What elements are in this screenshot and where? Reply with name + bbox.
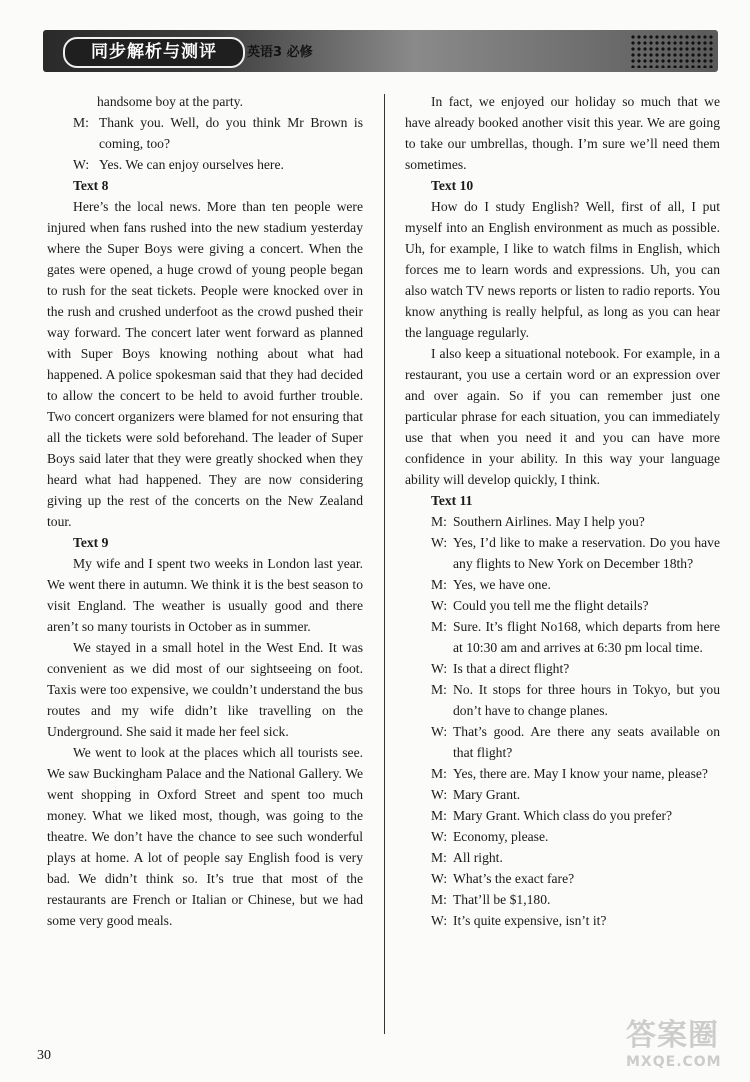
dialogue-text: Yes, I’d like to make a reservation. Do you have any flights to New York on December 18th? [453,535,720,571]
dialogue-line [405,910,720,931]
dialogue-text: All right. [453,850,503,865]
speaker-label: W: [431,829,448,844]
text-10-paragraph-2: I also keep a situational notebook. For example, in a restaurant, you use a certain word or an expression over and over again. So if you can remember just one particular phrase for each situation, you can immediately use that when you need it and you can have more confidence in your ability. In this way your language ability will develop quickly, I think. [405,346,720,487]
text-10-heading: Text 10 [431,178,474,193]
dialogue-line [405,679,720,721]
dialogue-text: Could you tell me the flight details? [453,598,649,613]
dialogue-line [405,532,720,574]
text-9-paragraph-4: In fact, we enjoyed our holiday so much that we have already booked another visit this year. We are going to take our umbrellas, though. I’m sure we’ll need them sometimes. [405,94,720,172]
dialogue-line [405,784,720,805]
speaker-label: W: [431,913,448,928]
dialogue-line [405,721,720,763]
dialogue-line [405,826,720,847]
speaker-label: W: [431,661,448,676]
speaker-label: W: [431,535,448,550]
left-column [47,91,363,931]
site-watermark [626,1010,736,1076]
dialogue-line [405,763,720,784]
text-9-heading: Text 9 [73,535,109,550]
speaker-label: W: [431,871,448,886]
dialogue-text: It’s quite expensive, isn’t it? [453,913,607,928]
dialogue-text: That’s good. Are there any seats available on that flight? [453,724,720,760]
dialogue-line [405,889,720,910]
text-9-paragraph-1: My wife and I spent two weeks in London last year. We went there in autumn. We think it is the best season to visit England. The weather is usually good and there aren’t so many tourists in October as in summer. [47,556,363,634]
continued-line: handsome boy at the party. [97,94,243,109]
dialogue-text: Mary Grant. [453,787,521,802]
dialogue-line [405,595,720,616]
dialogue-text: No. It stops for three hours in Tokyo, but you don’t have to change planes. [453,682,720,718]
speaker-label: W: [431,724,448,739]
dialogue-text: Southern Airlines. May I help you? [453,514,645,529]
column-divider [384,94,385,1034]
dialogue-text: What’s the exact fare? [453,871,575,886]
text-11-heading: Text 11 [431,493,473,508]
dialogue-line [405,616,720,658]
speaker-label: M: [431,892,447,907]
dialogue-text: Sure. It’s flight No168, which departs from here at 10:30 am and arrives at 6:30 pm local time. [453,619,720,655]
dialogue-text: Yes. We can enjoy ourselves here. [99,157,284,172]
text-11-dialogue [405,511,720,931]
text-9-paragraph-2: We stayed in a small hotel in the West End. It was convenient as we did most of our sightseeing on foot. Taxis were too expensive, we couldn’t understand the bus routes and my wife didn’t like travelling on the Underground. She said it made her feel sick. [47,640,363,739]
dialogue-text: Economy, please. [453,829,549,844]
speaker-label: M: [431,682,447,697]
page-header [43,30,718,72]
dialogue-text: Yes, there are. May I know your name, please? [453,766,708,781]
dialogue-text: That’ll be $1,180. [453,892,551,907]
text-10-paragraph-1: How do I study English? Well, first of all, I put myself into an English environment as much as possible. Uh, for example, I like to watch films in English, which forces me to learn words and expressions. Uh, you can also watch TV news reports or listen to radio reports. You know anything is really helpful, as long as you can hear the language regularly. [405,199,720,340]
dialogue-line [47,154,363,175]
dialogue-line [405,574,720,595]
speaker-label: W: [431,598,448,613]
speaker-label: M: [431,850,447,865]
page-number: 30 [37,1048,51,1063]
dialogue-text: Thank you. Well, do you think Mr Brown is coming, too? [99,115,363,151]
speaker-label: M: [431,514,447,529]
book-title: 同步解析与测评 [63,37,245,68]
text-8-body: Here’s the local news. More than ten people were injured when fans rushed into the new stadium yesterday where the Super Boys were giving a concert. When the gates were opened, a huge crowd of young people began to rush for the seat tickets. People were knocked over in the rush and crushed underfoot as the crowd pushed their way forward. The concert later went forward as planned with Super Boys knowing nothing about what had happened. A police spokesman said that they had decided to allow the concert to be held to avoid further trouble. Two concert organizers were blamed for not ensuring that all the tickets were sold beforehand. The leader of Super Boys said later that they were greatly shocked when they heard what had happened. They are now considering giving up the rest of the concerts on the New Zealand tour. [47,199,363,529]
dialogue-line [405,868,720,889]
dialogue-text: Yes, we have one. [453,577,551,592]
dialogue-line [405,658,720,679]
book-subtitle: 英语3 必修 [247,45,313,60]
speaker-label: M: [431,577,447,592]
text-8-heading: Text 8 [73,178,109,193]
watermark-logo-text: 答案圈 [626,1018,719,1053]
dialogue-text: Is that a direct flight? [453,661,570,676]
header-dot-pattern [630,34,714,68]
dialogue-line [405,511,720,532]
speaker-label: W: [73,157,90,172]
watermark-url: MXQE.COM [626,1054,722,1070]
speaker-label: M: [431,766,447,781]
speaker-label: M: [73,115,89,130]
text-9-paragraph-3: We went to look at the places which all tourists see. We saw Buckingham Palace and the National Gallery. We went shopping in Oxford Street and spent too much money. What we liked most, though, was going to the theatre. We don’t have the chance to see such wonderful plays at home. A lot of people say English food is very bad. We didn’t think so. It’s true that most of the restaurants are French or Italian or Chinese, but we had some very good meals. [47,745,363,928]
dialogue-line [405,847,720,868]
right-column [405,91,720,931]
speaker-label: W: [431,787,448,802]
speaker-label: M: [431,619,447,634]
dialogue-line [47,112,363,154]
dialogue-line [405,805,720,826]
dialogue-text: Mary Grant. Which class do you prefer? [453,808,673,823]
speaker-label: M: [431,808,447,823]
